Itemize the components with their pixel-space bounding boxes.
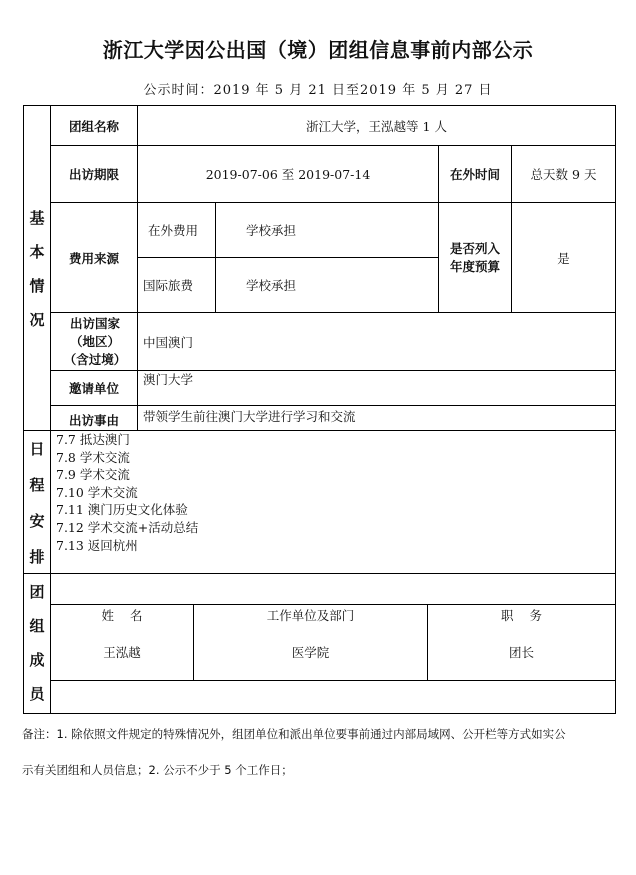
abroad-cost-value: 学校承担 bbox=[246, 223, 297, 238]
travel-cost-value: 学校承担 bbox=[246, 278, 297, 293]
list-item: 7.13 返回杭州 bbox=[56, 537, 138, 553]
page-title: 浙江大学因公出国（境）团组信息事前内部公示 bbox=[102, 38, 534, 62]
section-label-schedule: 日 程 安 排 bbox=[29, 440, 45, 566]
list-item: 7.9 学术交流 bbox=[56, 467, 130, 483]
group-name-value: 浙江大学，王泓越等 1 人 bbox=[306, 118, 447, 134]
section-label-basic: 基 本 情 况 bbox=[29, 209, 45, 329]
member-unit: 医学院 bbox=[291, 645, 330, 660]
days-abroad-value: 总天数 9 天 bbox=[530, 167, 597, 182]
inviter-value: 澳门大学 bbox=[143, 372, 194, 387]
period-value: 2019-07-06 至 2019-07-14 bbox=[205, 167, 371, 182]
purpose-value: 带领学生前往澳门大学进行学习和交流 bbox=[143, 409, 356, 424]
country-label: 出访国家（地区）（含过境） bbox=[63, 315, 127, 367]
list-item: 7.11 澳门历史文化体验 bbox=[56, 502, 188, 518]
travel-cost-label: 国际旅费 bbox=[143, 278, 194, 293]
country-value: 中国澳门 bbox=[143, 335, 194, 350]
period-label: 出访期限 bbox=[68, 167, 119, 182]
members-header-unit: 工作单位及部门 bbox=[266, 608, 355, 623]
section-label-members: 团 组 成 员 bbox=[29, 583, 45, 703]
list-item: 7.7 抵达澳门 bbox=[56, 432, 130, 447]
funding-label: 费用来源 bbox=[68, 250, 119, 266]
abroad-cost-label: 在外费用 bbox=[148, 223, 199, 238]
members-header-name: 姓 名 bbox=[101, 608, 143, 623]
members-header-position: 职 务 bbox=[501, 608, 542, 623]
note-line-2: 示有关团组和人员信息；2. 公示不少于 5 个工作日； bbox=[22, 763, 293, 777]
budget-label: 是否列入年度预算 bbox=[449, 240, 500, 274]
publish-time: 公示时间：2019 年 5 月 21 日至2019 年 5 月 27 日 bbox=[143, 83, 493, 98]
list-item: 7.8 学术交流 bbox=[56, 449, 130, 465]
group-name-label: 团组名称 bbox=[68, 118, 119, 134]
budget-value: 是 bbox=[557, 250, 570, 266]
member-position: 团长 bbox=[508, 645, 534, 660]
list-item: 7.10 学术交流 bbox=[56, 484, 138, 500]
list-item: 7.12 学术交流+活动总结 bbox=[56, 519, 199, 535]
days-abroad-label: 在外时间 bbox=[449, 167, 500, 182]
inviter-label: 邀请单位 bbox=[68, 381, 119, 396]
member-name: 王泓越 bbox=[103, 645, 141, 660]
schedule-list bbox=[56, 431, 198, 554]
note-line-1: 备注：1. 除依照文件规定的特殊情况外，组团单位和派出单位要事前通过内部局域网、公开栏等方式如实公 bbox=[22, 727, 566, 741]
purpose-label: 出访事由 bbox=[68, 413, 119, 428]
